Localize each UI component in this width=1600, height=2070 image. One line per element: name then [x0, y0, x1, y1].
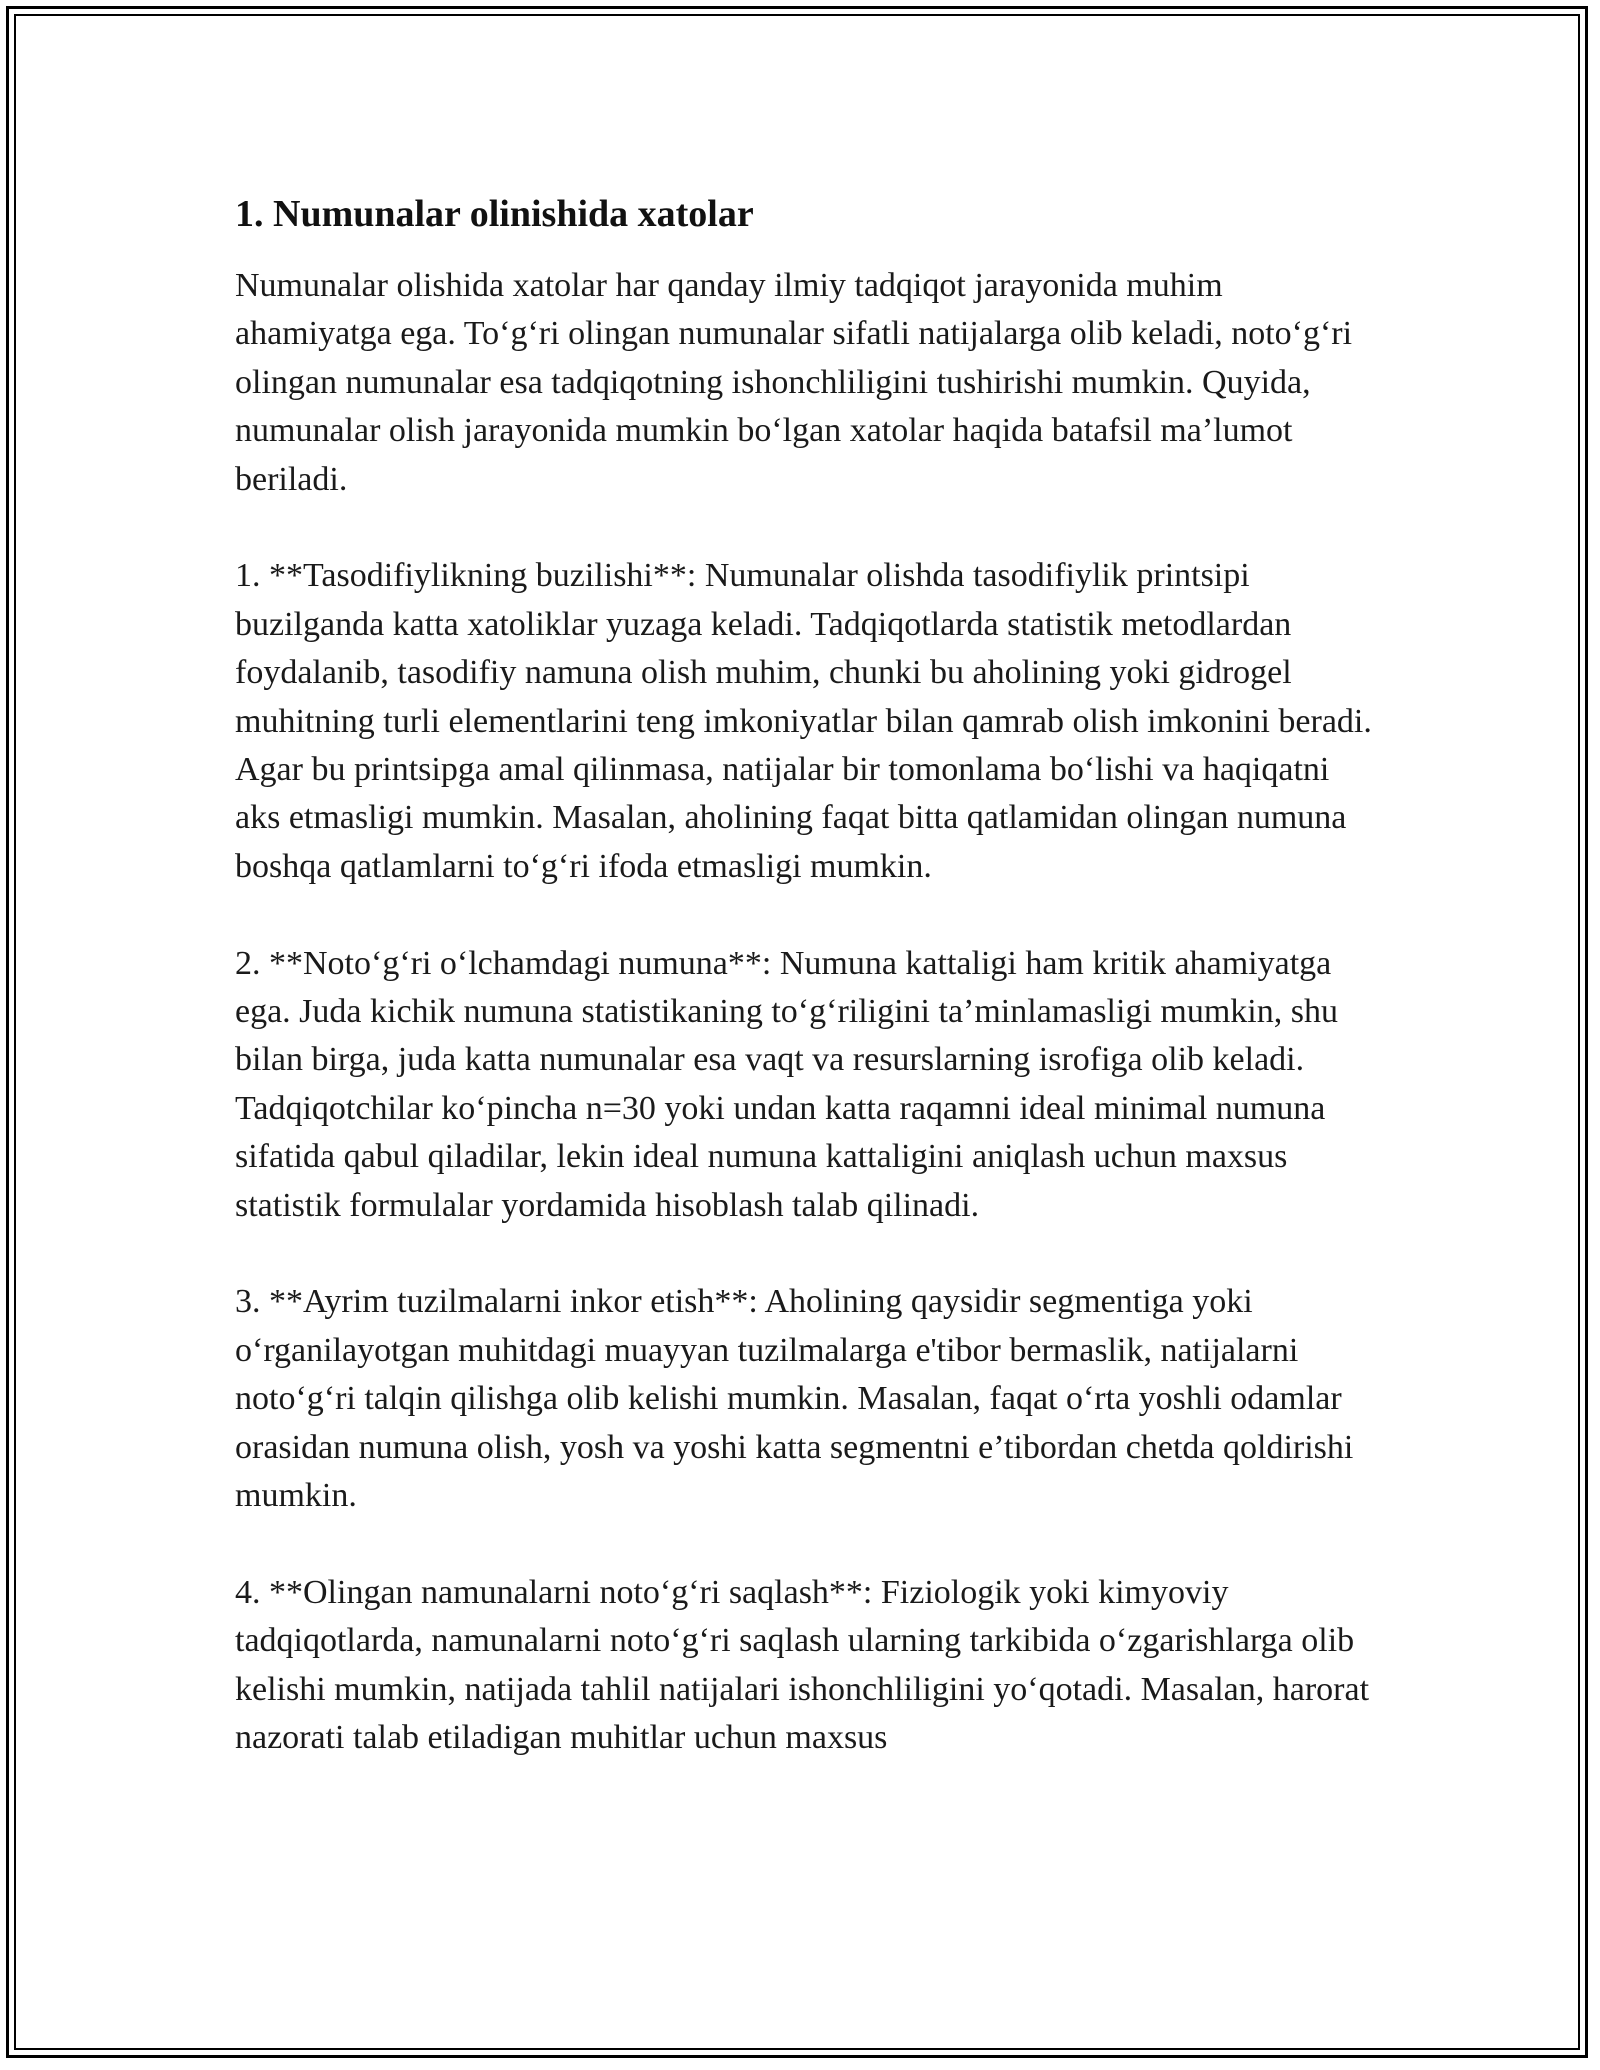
- document-body: [235, 188, 1375, 1811]
- paragraph-randomness: 1. **Tasodifiylikning buzilishi**: Numunalar olishda tasodifiylik printsipi buzilganda katta xatoliklar yuzaga keladi. Tadqiqotlarda statistik metodlardan foydalanib, tasodifiy namuna olish muhim, chunki bu aholining yoki gidrogel muhitning turli elementlarini teng imkoniyatlar bilan qamrab olish imkonini beradi. Agar bu printsipga amal qilinmasa, natijalar bir tomonlama bo‘lishi va haqiqatni aks etmasligi mumkin. Masalan, aholining faqat bitta qatlamidan olingan numuna boshqa qatlamlarni to‘g‘ri ifoda etmasligi mumkin.: [235, 557, 1372, 885]
- paragraph-sample-size: 2. **Noto‘g‘ri o‘lchamdagi numuna**: Numuna kattaligi ham kritik ahamiyatga ega. Juda kichik numuna statistikaning to‘g‘riligini ta’minlamasligi mumkin, shu bilan birga, juda katta numunalar esa vaqt va resurslarning isrofiga olib keladi. Tadqiqotchilar ko‘pincha n=30 yoki undan katta raqamni ideal minimal numuna sifatida qabul qiladilar, lekin ideal numuna kattaligini aniqlash uchun maxsus statistik formulalar yordamida hisoblash talab qilinadi.: [235, 944, 1338, 1224]
- intro-paragraph: Numunalar olishida xatolar har qanday ilmiy tadqiqot jarayonida muhim ahamiyatga ega. To‘g‘ri olingan numunalar sifatli natijalarga olib keladi, noto‘g‘ri olingan numunalar esa tadqiqotning ishonchliligini tushirishi mumkin. Quyida, numunalar olish jarayonida mumkin bo‘lgan xatolar haqida batafsil ma’lumot beriladi.: [235, 267, 1353, 498]
- paragraph-sample-storage: 4. **Olingan namunalarni noto‘g‘ri saqlash**: Fiziologik yoki kimyoviy tadqiqotlarda, namunalarni noto‘g‘ri saqlash ularning tarkibida o‘zgarishlarga olib kelishi mumkin, natijada tahlil natijalari ishonchliligini yo‘qotadi. Masalan, harorat nazorati talab etiladigan muhitlar uchun maxsus: [235, 1573, 1370, 1757]
- section-heading: 1. Numunalar olinishida xatolar: [235, 193, 754, 235]
- paragraph-ignored-structures: 3. **Ayrim tuzilmalarni inkor etish**: Aholining qaysidir segmentiga yoki o‘rganilayotgan muhitdagi muayyan tuzilmalarga e'tibor bermaslik, natijalarni noto‘g‘ri talqin qilishga olib kelishi mumkin. Masalan, faqat o‘rta yoshli odamlar orasidan numuna olish, yosh va yoshi katta segmentni e’tibordan chetda qoldirishi mumkin.: [235, 1283, 1354, 1515]
